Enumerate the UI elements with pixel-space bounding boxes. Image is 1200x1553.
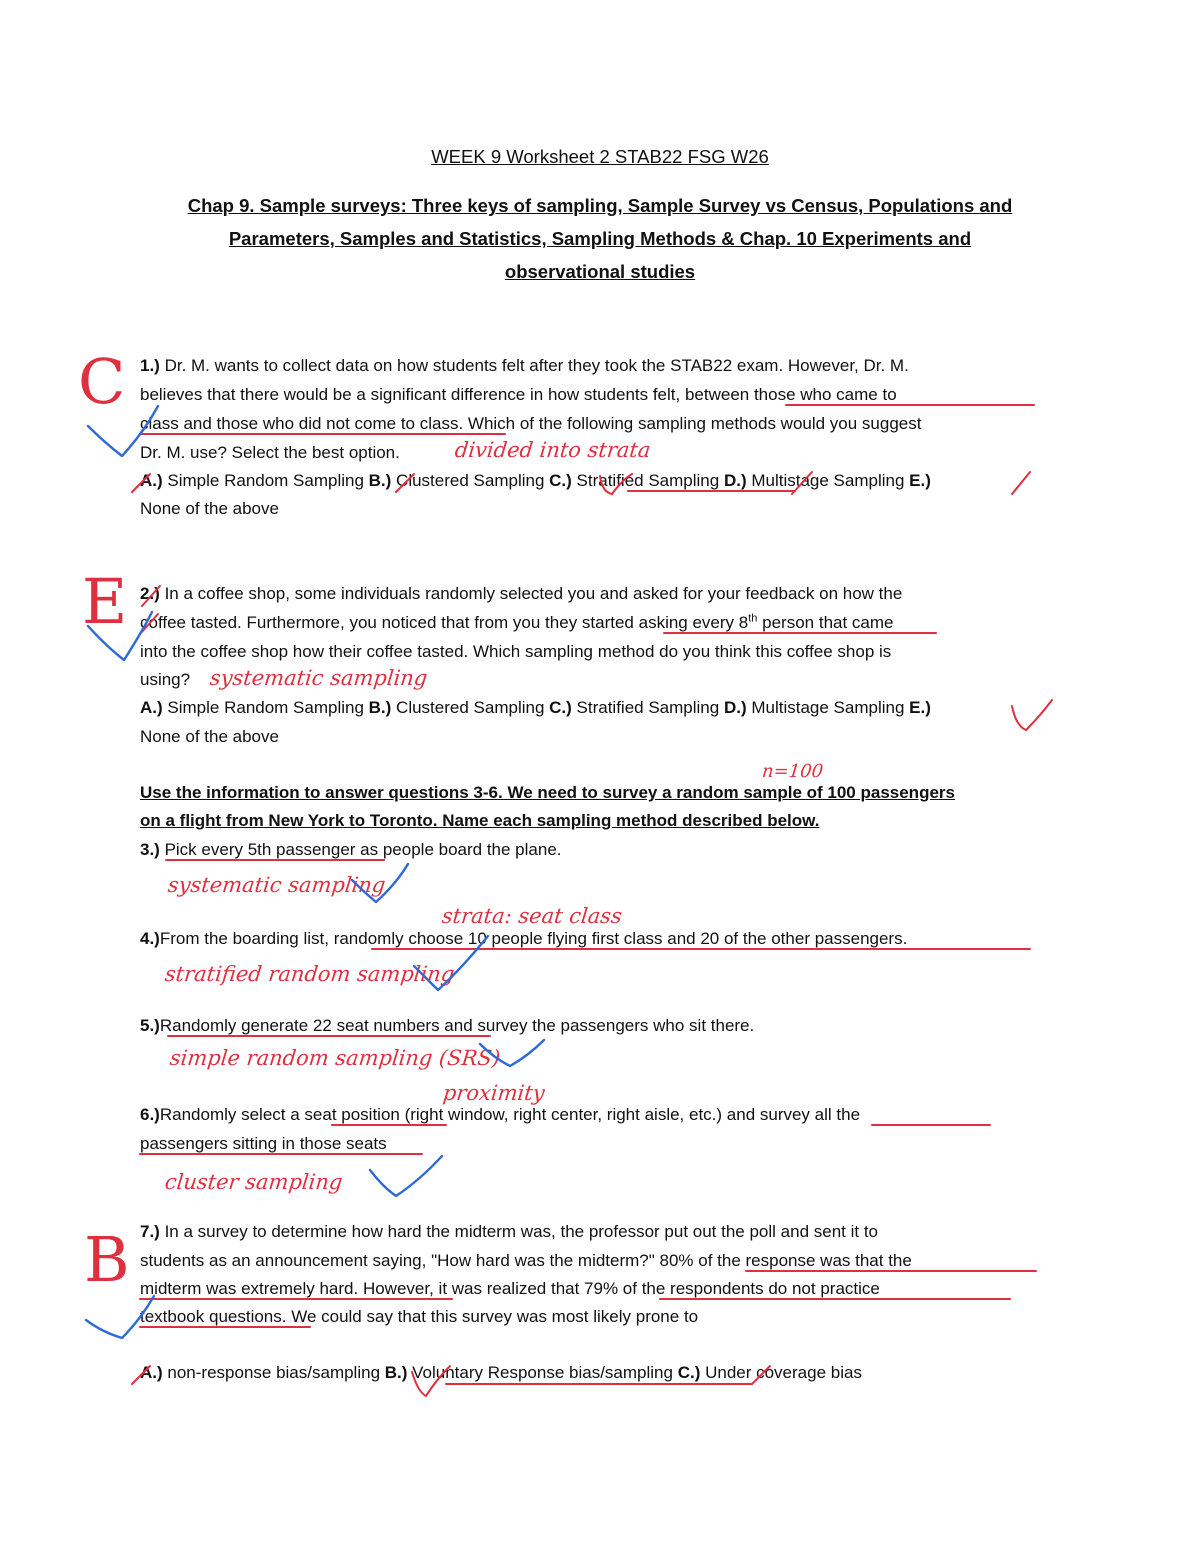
option-e-label: E.) — [909, 698, 931, 717]
answer-mark-q7: B — [84, 1223, 130, 1296]
option-a-label: A.) — [140, 1363, 163, 1382]
question-1-line-2: believes that there would be a significant difference in how students felt, between those who came to — [140, 385, 897, 404]
question-text: From the boarding list, randomly choose 10 people flying first class and 20 of the other passengers. — [159, 929, 908, 948]
question-5-line — [140, 1016, 754, 1036]
answer-mark-q1: C — [78, 345, 126, 418]
question-number: 3.) — [140, 840, 160, 859]
option-c-label: C.) — [549, 698, 572, 717]
option-c-label: C.) — [549, 471, 572, 490]
superscript-th: th — [748, 612, 758, 625]
question-1-options — [140, 471, 931, 491]
question-6-line-1 — [140, 1105, 860, 1125]
question-text: Pick every 5th passenger as people board the plane. — [159, 840, 562, 859]
worksheet-title: WEEK 9 Worksheet 2 STAB22 FSG W26 — [431, 146, 769, 167]
option-b-label: B.) — [368, 698, 392, 717]
option-a-text: Simple Random Sampling — [162, 698, 369, 717]
handwritten-note-q4: strata: seat class — [440, 904, 624, 928]
option-d-text: Multistage Sampling — [746, 471, 910, 490]
option-b-label: B.) — [368, 471, 392, 490]
option-d-label: D.) — [723, 698, 747, 717]
question-number: 2.) — [140, 584, 160, 603]
question-text: person that came — [757, 613, 894, 632]
handwritten-answer-q3: systematic sampling — [166, 873, 387, 897]
question-6-line-2: passengers sitting in those seats — [140, 1134, 387, 1153]
question-2-options — [140, 698, 931, 718]
question-text: In a coffee shop, some individuals randomly selected you and asked for your feedback on how the — [159, 584, 903, 603]
question-1-line-3: class and those who did not come to class. Which of the following sampling methods would you suggest — [140, 414, 922, 433]
instructions-line-1: Use the information to answer questions 3-6. We need to survey a random sample of 100 passengers — [140, 783, 955, 802]
question-text: Randomly generate 22 seat numbers and survey the passengers who sit there. — [159, 1016, 755, 1035]
question-text: In a survey to determine how hard the midterm was, the professor put out the poll and sent it to — [159, 1222, 879, 1241]
question-text: coffee tasted. Furthermore, you noticed that from you they started asking every 8 — [140, 613, 749, 632]
question-7-line-3: midterm was extremely hard. However, it was realized that 79% of the respondents do not practice — [140, 1279, 880, 1298]
question-7-line-4: textbook questions. We could say that this survey was most likely prone to — [140, 1307, 699, 1326]
question-1-line-4: Dr. M. use? Select the best option. — [140, 443, 400, 462]
question-7-options — [140, 1363, 862, 1383]
strike-q1-e — [1012, 472, 1030, 494]
handwritten-note-q6: proximity — [441, 1081, 546, 1105]
question-3-line — [140, 840, 562, 860]
option-c-label: C.) — [677, 1363, 701, 1382]
question-number: 7.) — [140, 1222, 160, 1241]
question-text: Dr. M. wants to collect data on how students felt after they took the STAB22 exam. However, Dr. M. — [159, 356, 909, 375]
option-a-label: A.) — [140, 471, 163, 490]
option-a-label: A.) — [140, 698, 163, 717]
option-e-label: E.) — [909, 471, 931, 490]
option-c-text: Under coverage bias — [700, 1363, 862, 1382]
handwritten-note-sample-size: n=100 — [760, 761, 825, 782]
option-d-label: D.) — [723, 471, 747, 490]
option-b-text: Clustered Sampling — [391, 698, 550, 717]
answer-mark-q2: E — [82, 565, 128, 638]
check-icon — [370, 1156, 442, 1196]
option-b-label: B.) — [384, 1363, 408, 1382]
question-2-line-2 — [140, 613, 894, 633]
question-2-line-1 — [140, 584, 902, 604]
question-2-option-e-text: None of the above — [140, 727, 279, 746]
question-2-line-3: into the coffee shop how their coffee tasted. Which sampling method do you think this coffee shop is — [140, 642, 892, 661]
option-b-text: Clustered Sampling — [391, 471, 550, 490]
question-number: 6.) — [140, 1105, 160, 1124]
chapter-heading-line-3: observational studies — [504, 261, 696, 282]
option-c-text: Stratified Sampling — [571, 698, 724, 717]
question-7-line-2: students as an announcement saying, "How hard was the midterm?" 80% of the response was that the — [140, 1251, 912, 1270]
chapter-heading-line-1: Chap 9. Sample surveys: Three keys of sampling, Sample Survey vs Census, Populations and — [187, 195, 1013, 216]
option-d-text: Multistage Sampling — [746, 698, 910, 717]
option-b-text: Voluntary Response bias/sampling — [407, 1363, 678, 1382]
option-c-text: Stratified Sampling — [571, 471, 724, 490]
question-7-line-1 — [140, 1222, 878, 1242]
question-number: 1.) — [140, 356, 160, 375]
handwritten-note-q1: divided into strata — [453, 438, 652, 462]
question-text: Randomly select a seat position (right window, right center, right aisle, etc.) and survey all the — [159, 1105, 861, 1124]
question-1-option-e-text: None of the above — [140, 499, 279, 518]
handwritten-answer-q6: cluster sampling — [163, 1170, 344, 1194]
question-number: 4.) — [140, 929, 160, 948]
option-a-text: Simple Random Sampling — [162, 471, 369, 490]
handwritten-answer-q5: simple random sampling (SRS) — [168, 1046, 502, 1070]
handwritten-note-q2: systematic sampling — [208, 666, 429, 690]
handwritten-answer-q4: stratified random sampling — [163, 962, 456, 986]
question-2-line-4: using? — [140, 670, 191, 689]
check-q2-e — [1012, 700, 1052, 730]
question-4-line — [140, 929, 907, 949]
option-a-text: non-response bias/sampling — [162, 1363, 385, 1382]
question-number: 5.) — [140, 1016, 160, 1035]
instructions-line-2: on a flight from New York to Toronto. Name each sampling method described below. — [140, 811, 820, 830]
chapter-heading-line-2: Parameters, Samples and Statistics, Sampling Methods & Chap. 10 Experiments and — [228, 228, 972, 249]
question-1-line-1 — [140, 356, 909, 376]
